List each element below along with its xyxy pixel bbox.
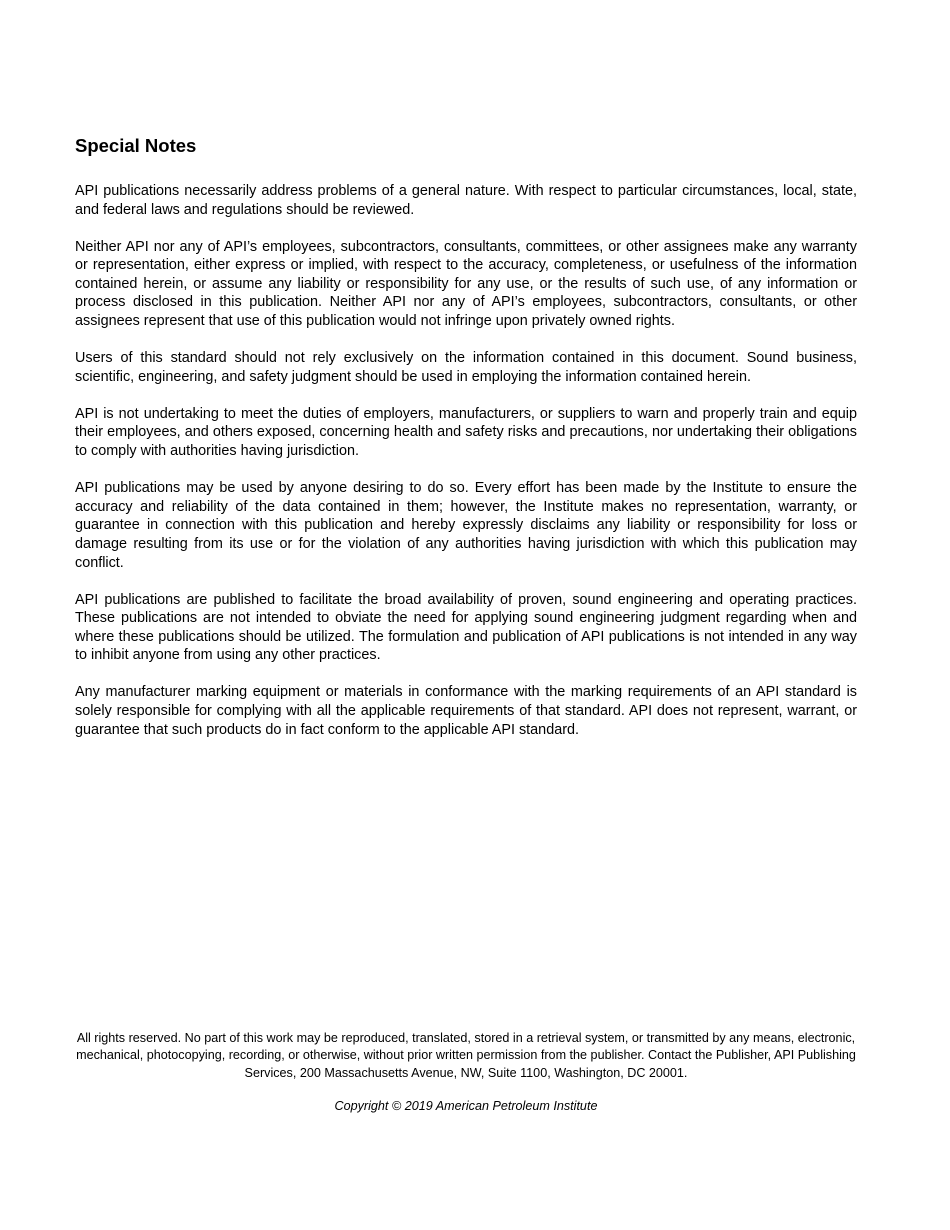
page-footer [75, 1030, 857, 1115]
paragraph-3: Users of this standard should not rely exclusively on the information contained in this document. Sound business, scientific, engineering, and safety judgment should be used in employing the information contained herein. [75, 350, 857, 385]
copyright-notice: Copyright © 2019 American Petroleum Institute [334, 1098, 598, 1113]
rights-notice: All rights reserved. No part of this work may be reproduced, translated, stored in a retrieval system, or transmitted by any means, electronic, mechanical, photocopying, recording, or otherwise, without prior written permission from the publisher. Contact the Publisher, API Publishing Services, 200 Massachusetts Avenue, NW, Suite 1100, Washington, DC 20001. [76, 1031, 856, 1080]
paragraph-2: Neither API nor any of API’s employees, subcontractors, consultants, committees, or other assignees make any warranty or representation, either express or implied, with respect to the accuracy, completeness, or usefulness of the information contained herein, or assume any liability or responsibility for any use, or the results of such use, of any information or process disclosed in this publication. Neither API nor any of API’s employees, subcontractors, consultants, or other assignees represent that use of this publication would not infringe upon privately owned rights. [75, 238, 857, 330]
page-title: Special Notes [75, 135, 197, 156]
paragraph-6: API publications are published to facilitate the broad availability of proven, sound engineering and operating practices. These publications are not intended to obviate the need for applying sound engineering judgment regarding when and where these publications should be utilized. The formulation and publication of API publications is not intended in any way to inhibit anyone from using any other practices. [75, 591, 857, 664]
paragraph-1: API publications necessarily address problems of a general nature. With respect to particular circumstances, local, state, and federal laws and regulations should be reviewed. [75, 183, 857, 218]
paragraph-5: API publications may be used by anyone desiring to do so. Every effort has been made by the Institute to ensure the accuracy and reliability of the data contained in them; however, the Institute makes no representation, warranty, or guarantee in connection with this publication and hereby expressly disclaims any liability or responsibility for loss or damage resulting from its use or for the violation of any authorities having jurisdiction with which this publication may conflict. [75, 480, 857, 571]
special-notes-body [75, 182, 857, 758]
paragraph-4: API is not undertaking to meet the duties of employers, manufacturers, or suppliers to warn and properly train and equip their employees, and others exposed, concerning health and safety risks and precautions, nor undertaking their obligations to comply with authorities having jurisdiction. [75, 405, 857, 460]
paragraph-7: Any manufacturer marking equipment or materials in conformance with the marking requirements of an API standard is solely responsible for complying with all the applicable requirements of that standard. API does not represent, warrant, or guarantee that such products do in fact conform to the applicable API standard. [75, 684, 857, 738]
